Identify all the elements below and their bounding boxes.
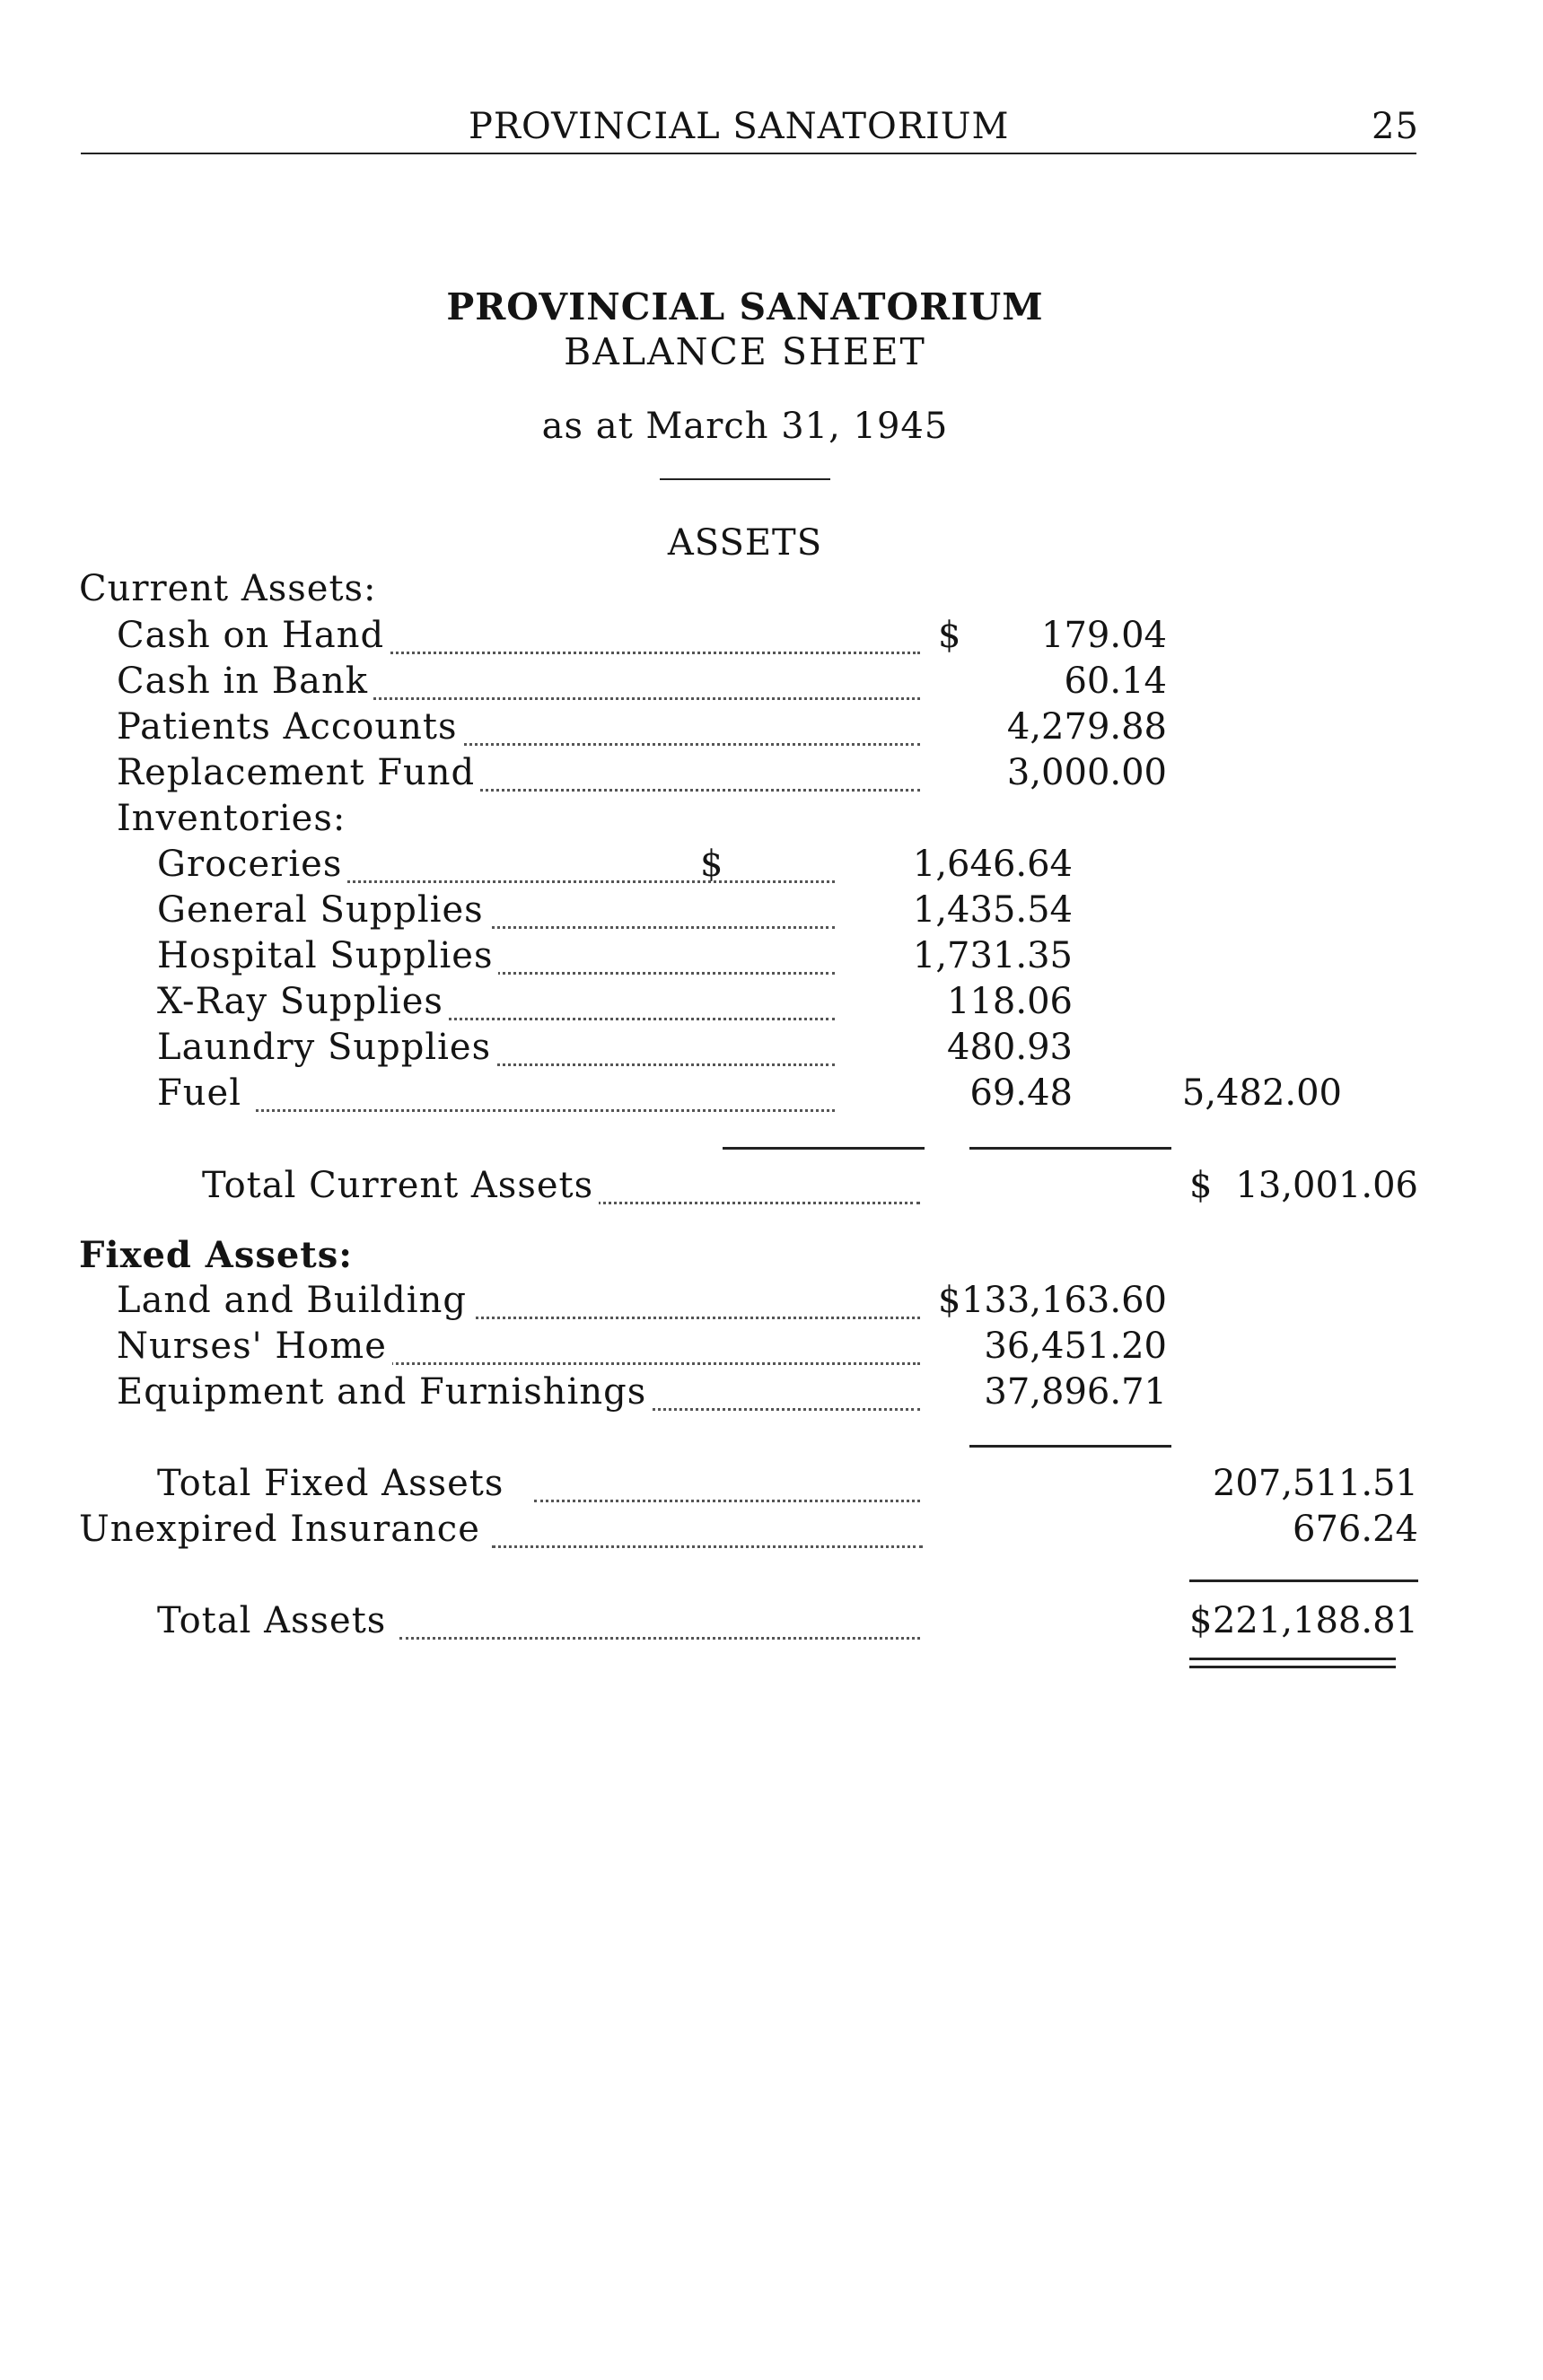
running-title: PROVINCIAL SANATORIUM [469, 106, 1010, 147]
row-amount: 3,000.00 [1006, 752, 1167, 793]
row-amount: 37,896.71 [984, 1371, 1167, 1413]
current-asset-row [117, 706, 1194, 753]
dot-leader [458, 789, 920, 792]
row-label: Cash on Hand [117, 615, 390, 656]
row-label: Land and Building [117, 1280, 472, 1321]
inventory-row [157, 889, 1167, 936]
fixed-asset-row [117, 1371, 1194, 1418]
unexpired-insurance-row [79, 1509, 1418, 1555]
row-label: Total Current Assets [202, 1165, 599, 1206]
dot-leader [476, 1317, 920, 1319]
inventories-total: 5,482.00 [1181, 1072, 1342, 1114]
row-amount: 13,001.06 [1235, 1165, 1418, 1206]
dot-leader [426, 1018, 835, 1020]
fixed-asset-row [117, 1280, 1194, 1326]
row-amount: 221,188.81 [1212, 1600, 1418, 1641]
total-rule [1189, 1579, 1418, 1582]
row-amount: 36,451.20 [984, 1326, 1167, 1367]
inventory-row [157, 1027, 1167, 1073]
document-date: as at March 31, 1945 [541, 406, 949, 447]
row-amount: 1,646.64 [912, 844, 1073, 885]
dot-leader [453, 1063, 835, 1066]
dot-leader [597, 1202, 920, 1204]
row-amount: 133,163.60 [960, 1280, 1167, 1321]
dot-leader [534, 1500, 920, 1502]
dot-leader [256, 1109, 835, 1112]
header-rule [81, 153, 1416, 154]
dot-leader [386, 1362, 920, 1365]
row-label: Laundry Supplies [157, 1027, 496, 1068]
row-label: Equipment and Furnishings [117, 1371, 652, 1413]
row-amount: 4,279.88 [1006, 706, 1167, 748]
row-label: Total Assets [157, 1600, 391, 1641]
currency-sign: $ [1189, 1600, 1213, 1641]
currency-sign: $ [700, 844, 723, 885]
row-amount: 207,511.51 [1212, 1463, 1418, 1504]
row-amount: 69.48 [969, 1072, 1073, 1114]
dot-leader [492, 1545, 923, 1548]
inventory-row [157, 981, 1167, 1028]
inventory-row [157, 844, 1167, 890]
row-amount: 118.06 [947, 981, 1073, 1022]
current-assets-heading: Current Assets: [79, 568, 377, 609]
total-current-assets-row [202, 1165, 1418, 1212]
current-asset-row [117, 615, 1194, 661]
dot-leader [368, 697, 920, 700]
row-amount: 480.93 [947, 1027, 1073, 1068]
row-amount: 1,731.35 [912, 935, 1073, 976]
currency-sign: $ [938, 615, 961, 656]
subtotal-rule [969, 1147, 1171, 1150]
currency-sign: $ [938, 1280, 961, 1321]
document-title: PROVINCIAL SANATORIUM [446, 285, 1044, 328]
total-assets-row [157, 1600, 1418, 1647]
page-number: 25 [1372, 106, 1419, 147]
double-rule-bottom [1189, 1666, 1396, 1668]
row-label: Patients Accounts [117, 706, 462, 748]
dot-leader [337, 880, 835, 883]
dot-leader [399, 1637, 920, 1640]
row-amount: 676.24 [1293, 1509, 1418, 1550]
total-fixed-assets-row [157, 1463, 1418, 1509]
inventory-row [157, 935, 1167, 982]
row-label: Replacement Fund [117, 752, 480, 793]
current-asset-row [117, 661, 1194, 707]
document-subtitle: BALANCE SHEET [564, 330, 926, 373]
double-rule-top [1189, 1658, 1396, 1660]
row-label: Cash in Bank [117, 661, 373, 702]
dot-leader [458, 743, 920, 746]
dot-leader [646, 1408, 920, 1411]
title-divider [660, 478, 830, 480]
row-label: Nurses' Home [117, 1326, 392, 1367]
row-label: Hospital Supplies [157, 935, 498, 976]
row-label: Unexpired Insurance [79, 1509, 486, 1550]
row-label: Fuel [157, 1072, 247, 1114]
row-label: X-Ray Supplies [157, 981, 449, 1022]
assets-heading: ASSETS [667, 522, 823, 564]
row-label: General Supplies [157, 889, 489, 931]
row-amount: 60.14 [1064, 661, 1167, 702]
row-label: Groceries [157, 844, 347, 885]
currency-sign: $ [1189, 1165, 1213, 1206]
row-label: Total Fixed Assets [157, 1463, 509, 1504]
subtotal-rule [969, 1445, 1171, 1448]
current-asset-row [117, 752, 1194, 799]
subtotal-rule [723, 1147, 925, 1150]
fixed-assets-heading: Fixed Assets: [79, 1234, 354, 1276]
inventories-heading: Inventories: [117, 798, 346, 839]
inventory-row [157, 1072, 1342, 1119]
row-amount: 179.04 [1041, 615, 1167, 656]
row-amount: 1,435.54 [912, 889, 1073, 931]
dot-leader [386, 652, 920, 654]
fixed-asset-row [117, 1326, 1194, 1372]
